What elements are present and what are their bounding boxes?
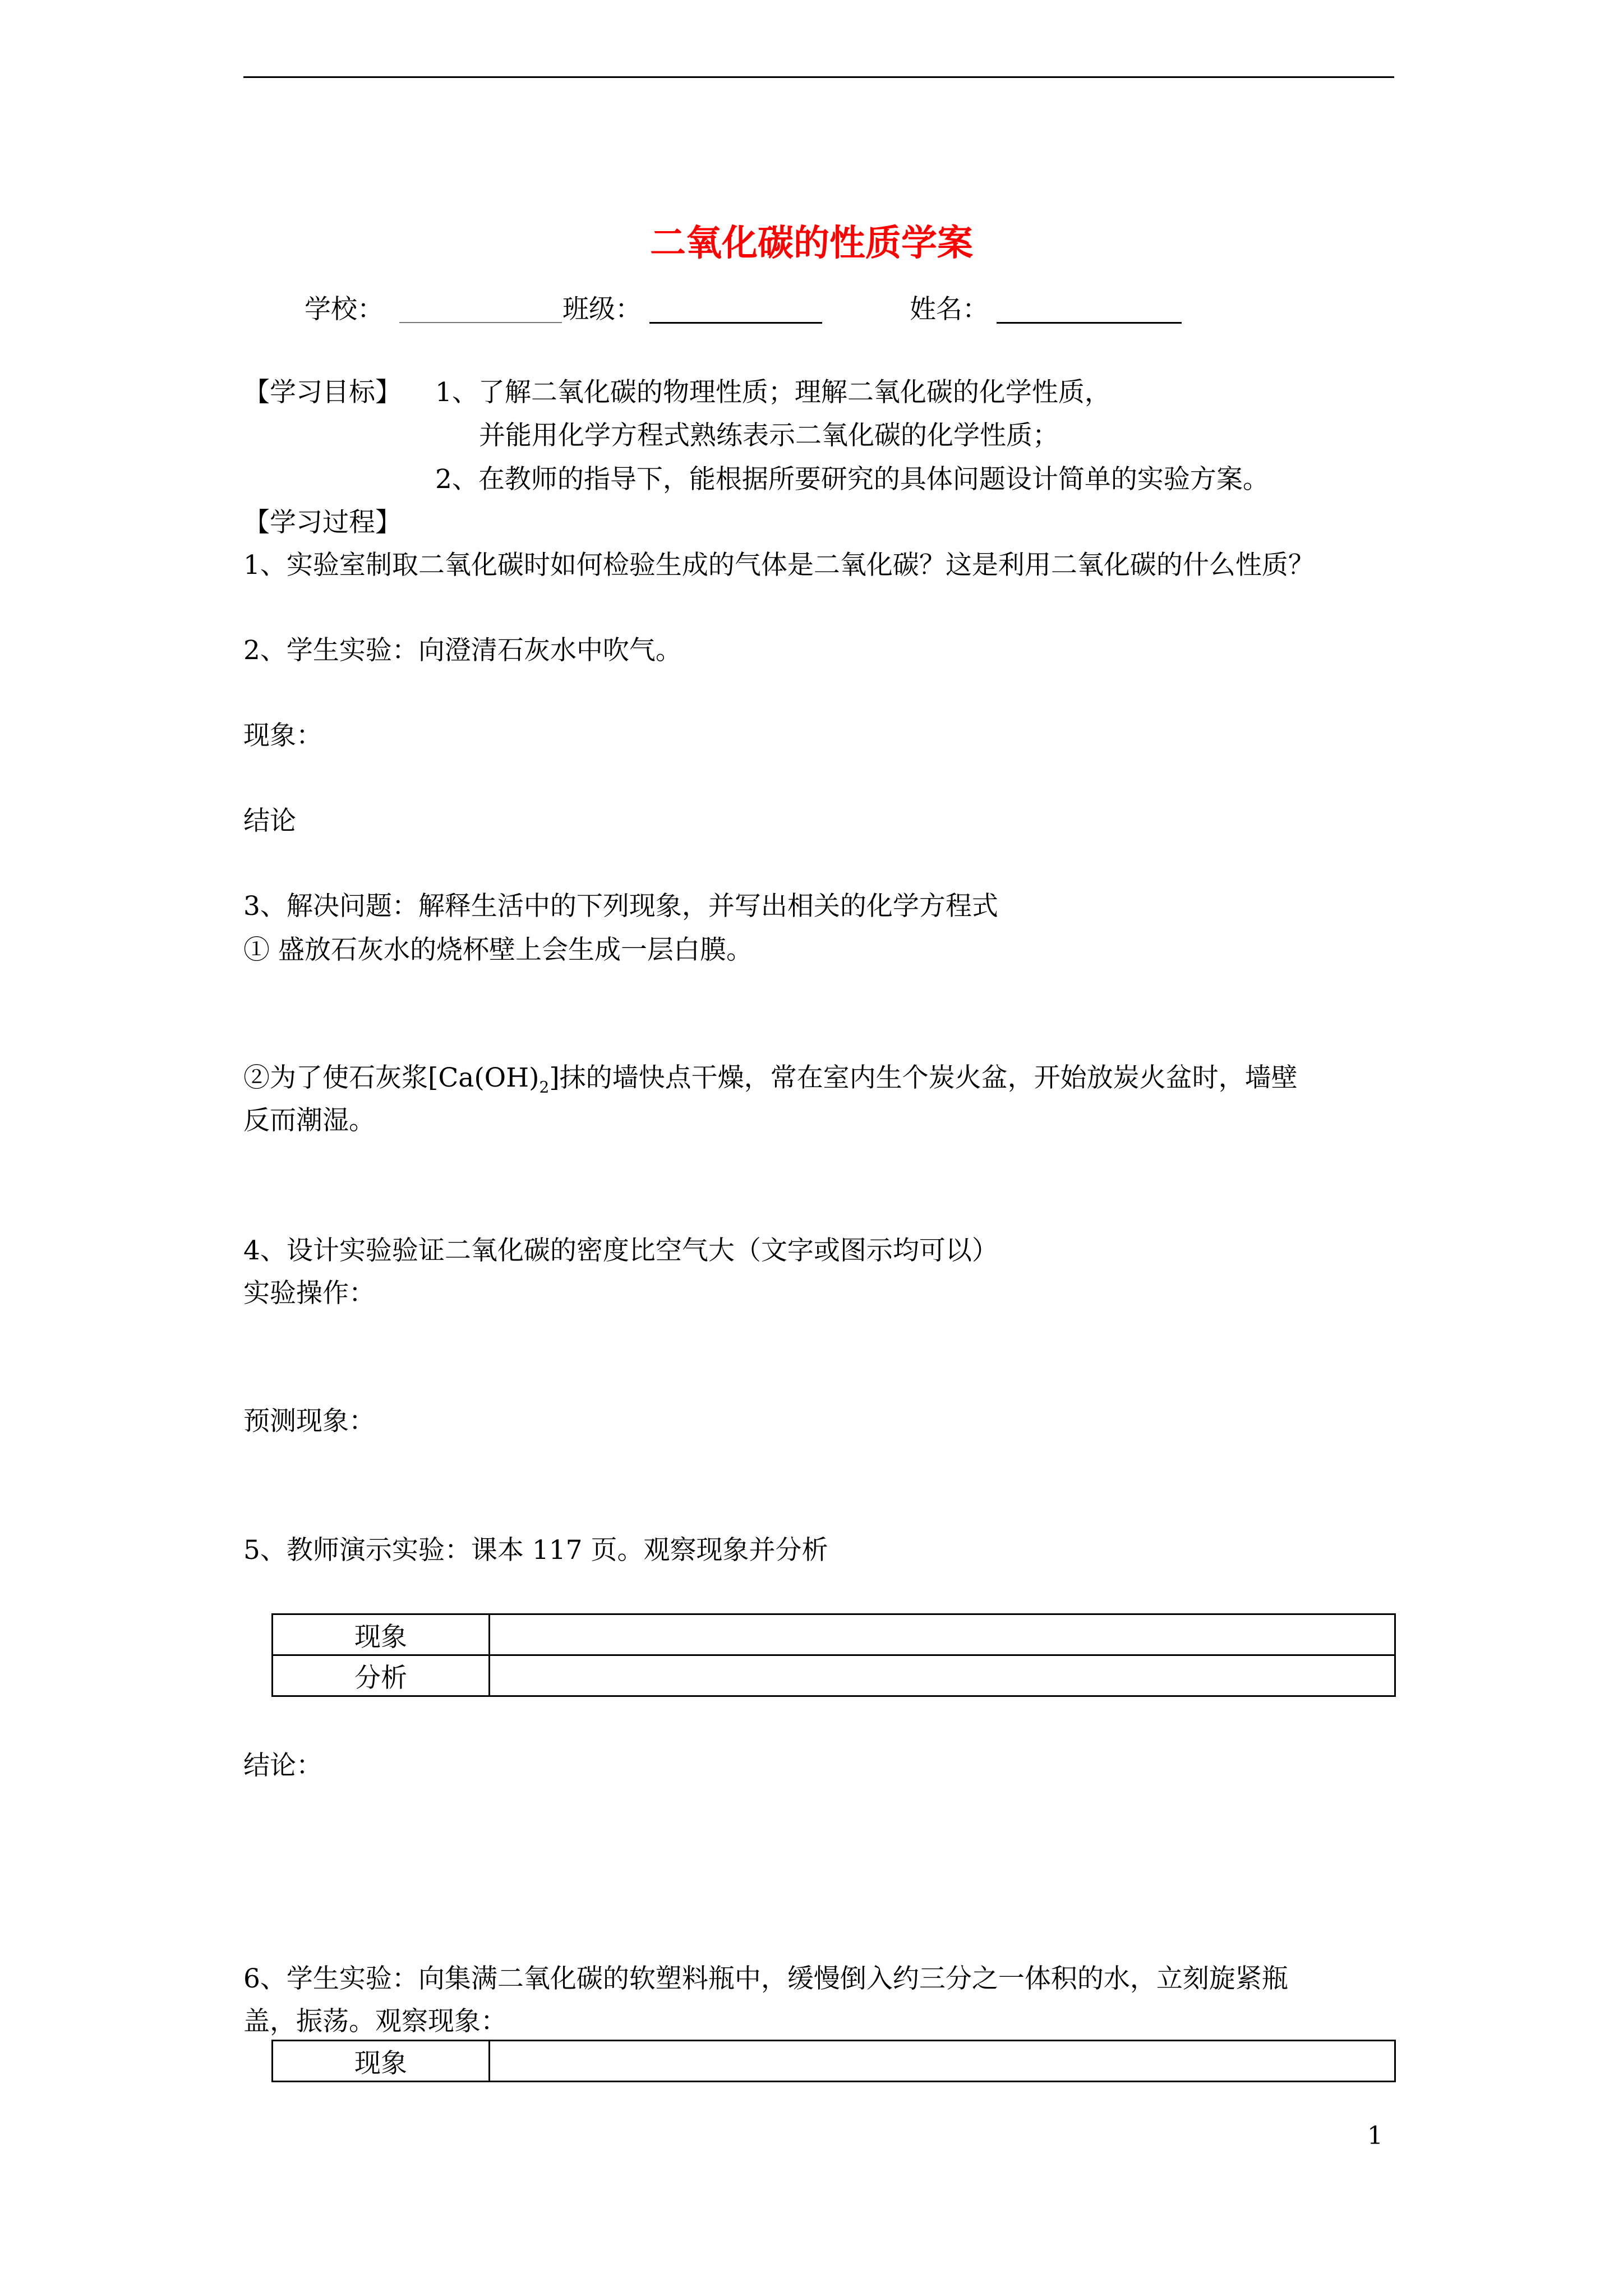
- table-cell-input[interactable]: [490, 2041, 1395, 2082]
- class-field[interactable]: [649, 322, 822, 324]
- q3-item-2: ②为了使石灰浆$[Ca(OH)_2]$抹的墙快点干燥，常在室内生个炭火盆，开始放炭火盆时，墙壁: [243, 1062, 1298, 1097]
- table-cell-label: 分析: [273, 1655, 490, 1696]
- question-3: 3、解决问题：解释生活中的下列现象，并写出相关的化学方程式: [243, 891, 998, 922]
- q3-item-1: ① 盛放石灰水的烧杯壁上会生成一层白膜。: [243, 935, 753, 965]
- question-4: 4、设计实验验证二氧化碳的密度比空气大（文字或图示均可以）: [243, 1235, 998, 1266]
- question-1: 1、实验室制取二氧化碳时如何检验生成的气体是二氧化碳？这是利用二氧化碳的什么性质？: [243, 550, 1315, 581]
- question-6: 6、学生实验：向集满二氧化碳的软塑料瓶中，缓慢倒入约三分之一体积的水，立刻旋紧瓶: [243, 1963, 1288, 1994]
- school-field[interactable]: [399, 322, 562, 323]
- question-2: 2、学生实验：向澄清石灰水中吹气。: [243, 635, 682, 666]
- q6-table: [271, 2040, 1396, 2082]
- table-row: [273, 1655, 1395, 1696]
- q4-operation-label: 实验操作：: [243, 1278, 375, 1309]
- school-label: 学校：: [305, 294, 384, 325]
- objectives-label: 【学习目标】: [243, 377, 402, 408]
- table-cell-label: 现象: [273, 1614, 490, 1655]
- q3-item-2-cont: 反而潮湿。: [243, 1105, 375, 1136]
- question-6-cont: 盖，振荡。观察现象：: [243, 2006, 507, 2037]
- header-rule: [243, 76, 1394, 78]
- q2-phenomenon-label: 现象：: [243, 720, 322, 751]
- objective-2: 2、在教师的指导下，能根据所要研究的具体问题设计简单的实验方案。: [435, 464, 1269, 495]
- page-title: 二氧化碳的性质学案: [650, 222, 973, 264]
- q5-table: [271, 1613, 1396, 1697]
- table-cell-input[interactable]: [490, 1614, 1395, 1655]
- table-row: [273, 2041, 1395, 2082]
- question-5: 5、教师演示实验：课本 117 页。观察现象并分析: [243, 1535, 828, 1566]
- objective-1: 1、了解二氧化碳的物理性质；理解二氧化碳的化学性质，: [435, 377, 1111, 408]
- table-row: [273, 1614, 1395, 1655]
- table-cell-input[interactable]: [490, 1655, 1395, 1696]
- q2-conclusion-label: 结论: [243, 806, 296, 836]
- objective-1-cont: 并能用化学方程式熟练表示二氧化碳的化学性质；: [479, 420, 1059, 451]
- class-label: 班级：: [562, 294, 642, 325]
- process-label: 【学习过程】: [243, 507, 402, 538]
- q5-conclusion-label: 结论：: [243, 1750, 322, 1781]
- page-number: 1: [1367, 2122, 1383, 2150]
- table-cell-label: 现象: [273, 2041, 490, 2082]
- q4-prediction-label: 预测现象：: [243, 1406, 375, 1437]
- name-field[interactable]: [997, 322, 1182, 324]
- name-label: 姓名：: [910, 294, 989, 325]
